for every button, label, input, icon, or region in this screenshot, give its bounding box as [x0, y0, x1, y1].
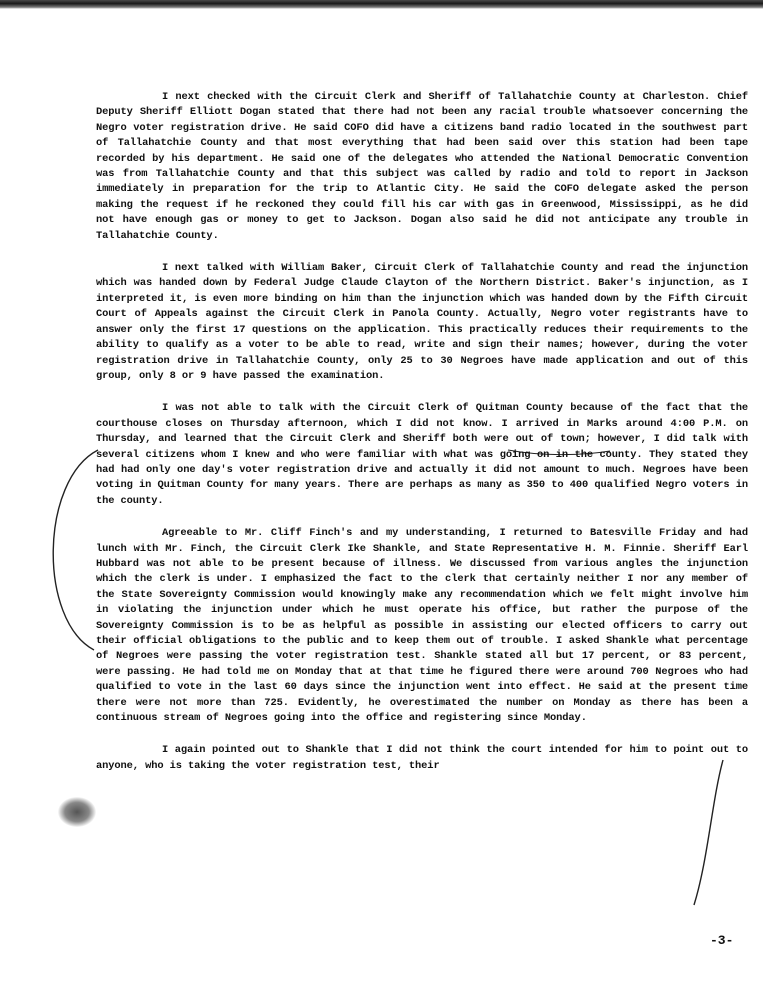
page-number: -3-: [710, 933, 734, 948]
scan-smudge: [58, 797, 96, 827]
paragraph: I was not able to talk with the Circuit Clerk of Quitman County because of the fact that the courthouse closes on Thursday afternoon, which I did not know. I arrived in Marks around 4:00 P.M. on Thursday, and learned that the Circuit Clerk and Sheriff both were out of town; however, I did talk with several citizens whom I knew and who were familiar with what was going on in the county. They stated they had had only one day's voter registration drive and actually it did not amount to much. Negroes have been voting in Quitman County for many years. There are perhaps as many as 350 to 400 qualified Negro voters in the county.: [96, 402, 748, 507]
scan-top-edge: [0, 0, 763, 9]
paragraph: I again pointed out to Shankle that I did not think the court intended for him to point out to anyone, who is taking the voter registration test, their: [96, 744, 748, 772]
paragraph: Agreeable to Mr. Cliff Finch's and my understanding, I returned to Batesville Friday and had lunch with Mr. Finch, the Circuit Clerk Ike Shankle, and State Representative H. M. Finnie. Sheriff Earl Hubbard was not able to be present because of illness. We discussed from various angles the injunction which the clerk is under. I emphasized the fact to the clerk that certainly neither I nor any member of the State Sovereignty Commission would knowingly make any recommendation which we felt might involve him in violating the injunction under which he must operate his office, but rather the purpose of the Sovereignty Commission is to be as helpful as possible in assisting our elected officers to carry out their official obligations to the public and to keep them out of trouble. I asked Shankle what percentage of Negroes were passing the voter registration test. Shankle stated all but 17 percent, or 83 percent, were passing. He had told me on Monday that at that time he figured there were around 700 Negroes who had qualified to vote in the last 60 days since the injunction went into effect. He said at the present time there were not more than 725. Evidently, he overestimated the number on Monday as there has been a continuous stream of Negroes going into the office and registering since Monday.: [96, 527, 748, 725]
paragraph: I next talked with William Baker, Circuit Clerk of Tallahatchie County and read the injunction which was handed down by Federal Judge Claude Clayton of the Northern District. Baker's injunction, as I interpreted it, is even more binding on him than the injunction which was handed down by the Fifth Circuit Court of Appeals against the Circuit Clerk in Panola County. Actually, Negro voter registrants have to answer only the first 17 questions on the application. This practically reduces their requirements to the ability to qualify as a voter to be able to read, write and sign their names; however, during the voter registration drive in Tallahatchie County, only 25 to 30 Negroes have made application and out of this group, only 8 or 9 have passed the examination.: [96, 262, 748, 382]
document-body: [96, 90, 748, 791]
paragraph: I next checked with the Circuit Clerk and Sheriff of Tallahatchie County at Charleston. Chief Deputy Sheriff Elliott Dogan stated that there had not been any racial trouble whatsoever concerning the Negro voter registration drive. He said COFO did have a citizens band radio located in the southwest part of Tallahatchie County and that most everything that had been said over this station had been tape recorded by his department. He said one of the delegates who attended the National Democratic Convention was from Tallahatchie County and that this subject was called by radio and told to report in Jackson immediately in preparation for the trip to Atlantic City. He said the COFO delegate asked the person making the request if he reckoned they could fill his car with gas in Greenwood, Mississippi, as he did not have enough gas or money to get to Jackson. Dogan also said he did not anticipate any trouble in Tallahatchie County.: [96, 91, 748, 242]
